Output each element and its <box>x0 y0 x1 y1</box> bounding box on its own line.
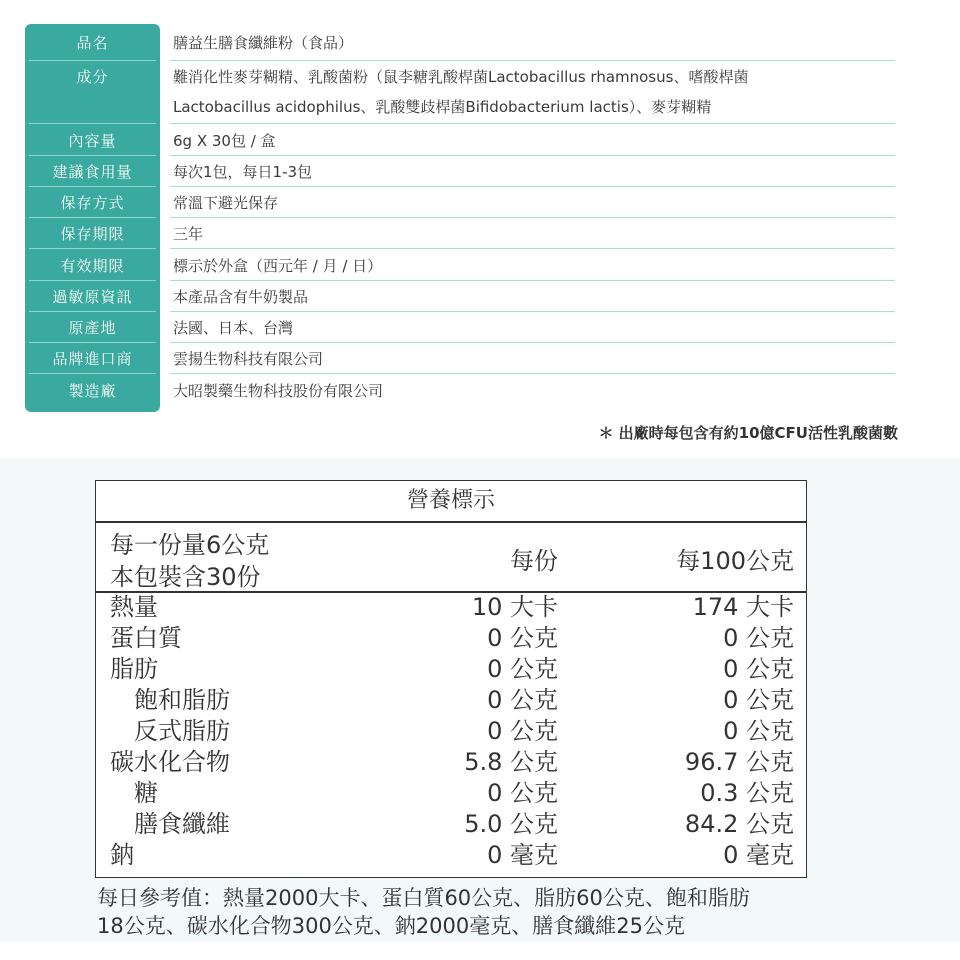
per-serving-value: 0 公克 <box>487 717 558 745</box>
per-100g-value: 0 公克 <box>723 686 794 714</box>
product-spec-table <box>25 24 895 412</box>
servings-per-package: 本包裝含30份 <box>110 563 261 591</box>
spec-value: 三年 <box>173 225 204 243</box>
per-100g-value: 96.7 公克 <box>684 748 794 776</box>
per-serving-value: 0 公克 <box>487 779 558 807</box>
nutrient-name: 鈉 <box>110 841 134 869</box>
nutrient-row <box>96 778 806 809</box>
nutrient-name: 糖 <box>134 779 158 807</box>
nutrient-name: 蛋白質 <box>110 624 182 652</box>
nutrient-row <box>96 592 806 623</box>
per-100g-value: 174 大卡 <box>692 593 794 621</box>
spec-value-cont: Lactobacillus acidophilus、乳酸雙歧桿菌Bifidobacterium lactis）、麥芽糊精 <box>173 98 712 116</box>
spec-value: 大昭製藥生物科技股份有限公司 <box>173 382 384 400</box>
nutrient-row <box>96 840 806 871</box>
spec-value: 本產品含有牛奶製品 <box>173 288 309 306</box>
per-serving-value: 0 公克 <box>487 624 558 652</box>
nutrient-row <box>96 623 806 654</box>
per-100g-value: 0 公克 <box>723 624 794 652</box>
spec-label: 品名 <box>76 34 109 52</box>
per-serving-value: 0 公克 <box>487 686 558 714</box>
per-serving-value: 0 公克 <box>487 655 558 683</box>
per-100g-value: 84.2 公克 <box>684 810 794 838</box>
spec-label: 保存方式 <box>60 194 125 212</box>
nutrient-name: 脂肪 <box>110 655 158 683</box>
column-header-per-100g: 每100公克 <box>676 547 794 575</box>
per-serving-value: 5.8 公克 <box>464 748 558 776</box>
nutrient-name: 熱量 <box>110 593 158 621</box>
nutrient-row <box>96 747 806 778</box>
spec-label: 內容量 <box>68 132 117 150</box>
per-100g-value: 0 公克 <box>723 655 794 683</box>
nutrient-row <box>96 685 806 716</box>
per-serving-value: 0 毫克 <box>487 841 558 869</box>
spec-value: 標示於外盒（西元年 / 月 / 日） <box>173 257 383 275</box>
nutrient-row <box>96 809 806 840</box>
cfu-note: ＊ 出廠時每包含有約10億CFU活性乳酸菌數 <box>598 424 898 442</box>
serving-size: 每一份量6公克 <box>110 531 270 559</box>
footnote-line: 每日參考值：熱量2000大卡、蛋白質60公克、脂肪60公克、飽和脂肪 <box>97 886 750 910</box>
per-100g-value: 0 毫克 <box>723 841 794 869</box>
per-serving-value: 5.0 公克 <box>464 810 558 838</box>
footnote-line: 18公克、碳水化合物300公克、鈉2000毫克、膳食纖維25公克 <box>97 914 685 938</box>
nutrition-title: 營養標示 <box>406 488 495 513</box>
spec-value: 難消化性麥芽糊精、乳酸菌粉（鼠李糖乳酸桿菌Lactobacillus rhamnosus、嗜酸桿菌 <box>173 68 749 86</box>
spec-label: 製造廠 <box>68 382 117 400</box>
divider <box>96 521 806 523</box>
spec-label: 過敏原資訊 <box>52 288 133 306</box>
per-100g-value: 0.3 公克 <box>700 779 794 807</box>
spec-value: 法國、日本、台灣 <box>173 319 294 337</box>
spec-label: 原產地 <box>68 319 117 337</box>
nutrient-name: 飽和脂肪 <box>134 686 230 714</box>
spec-value: 每次1包，每日1-3包 <box>173 163 313 181</box>
nutrient-name: 膳食纖維 <box>134 810 230 838</box>
spec-value: 6g X 30包 / 盒 <box>173 132 276 150</box>
spec-label: 建議食用量 <box>52 163 133 181</box>
spec-value: 常溫下避光保存 <box>173 194 279 212</box>
per-serving-value: 10 大卡 <box>471 593 558 621</box>
spec-label: 有效期限 <box>60 257 125 275</box>
spec-label: 保存期限 <box>60 225 125 243</box>
spec-label: 品牌進口商 <box>52 350 133 368</box>
spec-label: 成分 <box>76 68 109 86</box>
nutrient-name: 反式脂肪 <box>134 717 230 745</box>
per-100g-value: 0 公克 <box>723 717 794 745</box>
nutrient-row <box>96 716 806 747</box>
nutrition-facts-table <box>95 480 807 878</box>
column-header-per-serving: 每份 <box>510 547 558 575</box>
nutrient-row <box>96 654 806 685</box>
nutrient-name: 碳水化合物 <box>110 748 230 776</box>
spec-value: 雲揚生物科技有限公司 <box>173 350 324 368</box>
spec-value: 膳益生膳食纖維粉（食品） <box>173 34 354 52</box>
daily-reference-footnote <box>97 884 837 940</box>
